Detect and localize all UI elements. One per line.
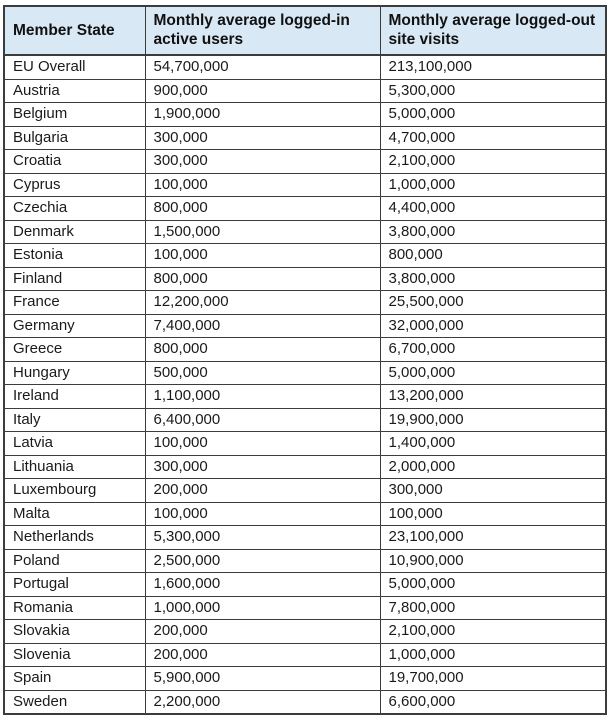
logged-in-users-cell: 800,000 [145,267,380,291]
logged-in-users-cell: 300,000 [145,455,380,479]
logged-in-users-cell: 300,000 [145,126,380,150]
logged-out-visits-cell: 300,000 [380,479,606,503]
table-row [4,502,606,526]
logged-in-users-cell: 5,300,000 [145,526,380,550]
logged-out-visits-cell: 13,200,000 [380,385,606,409]
logged-out-visits-cell: 7,800,000 [380,596,606,620]
table-row [4,150,606,174]
table-row [4,385,606,409]
logged-out-visits-cell: 4,700,000 [380,126,606,150]
table-row [4,267,606,291]
table-body [4,55,606,714]
logged-out-visits-cell: 10,900,000 [380,549,606,573]
table-row [4,197,606,221]
member-state-cell: Denmark [4,220,145,244]
table-row [4,455,606,479]
table-row [4,55,606,79]
logged-in-users-cell: 900,000 [145,79,380,103]
member-state-cell: EU Overall [4,55,145,79]
logged-out-visits-cell: 2,100,000 [380,150,606,174]
logged-out-visits-cell: 5,300,000 [380,79,606,103]
table-row [4,620,606,644]
table-row [4,526,606,550]
logged-in-users-cell: 100,000 [145,432,380,456]
table-row [4,338,606,362]
logged-in-users-cell: 200,000 [145,643,380,667]
member-state-cell: Slovakia [4,620,145,644]
member-state-cell: Austria [4,79,145,103]
logged-in-users-cell: 200,000 [145,620,380,644]
header-logged-out-visits-label: Monthly average logged-out site visits [388,12,596,48]
logged-out-visits-cell: 19,700,000 [380,667,606,691]
table-row [4,690,606,714]
table-row [4,244,606,268]
logged-out-visits-cell: 3,800,000 [380,220,606,244]
logged-out-visits-cell: 19,900,000 [380,408,606,432]
header-logged-out-visits [380,6,606,55]
logged-in-users-cell: 1,500,000 [145,220,380,244]
member-state-cell: Ireland [4,385,145,409]
member-state-cell: Netherlands [4,526,145,550]
member-state-cell: Germany [4,314,145,338]
logged-out-visits-cell: 3,800,000 [380,267,606,291]
header-member-state [4,6,145,55]
table-row [4,314,606,338]
logged-out-visits-cell: 100,000 [380,502,606,526]
table-row [4,79,606,103]
table-row [4,596,606,620]
logged-in-users-cell: 12,200,000 [145,291,380,315]
table-row [4,173,606,197]
logged-in-users-cell: 100,000 [145,244,380,268]
logged-out-visits-cell: 1,400,000 [380,432,606,456]
member-state-cell: Hungary [4,361,145,385]
logged-in-users-cell: 54,700,000 [145,55,380,79]
logged-out-visits-cell: 1,000,000 [380,643,606,667]
logged-in-users-cell: 100,000 [145,502,380,526]
table-row [4,432,606,456]
member-state-cell: Belgium [4,103,145,127]
logged-in-users-cell: 200,000 [145,479,380,503]
logged-in-users-cell: 100,000 [145,173,380,197]
member-state-cell: Slovenia [4,643,145,667]
logged-in-users-cell: 5,900,000 [145,667,380,691]
header-row [4,6,606,55]
member-state-cell: Romania [4,596,145,620]
member-state-cell: Estonia [4,244,145,268]
logged-out-visits-cell: 5,000,000 [380,103,606,127]
logged-in-users-cell: 2,200,000 [145,690,380,714]
logged-in-users-cell: 500,000 [145,361,380,385]
logged-out-visits-cell: 6,700,000 [380,338,606,362]
header-member-state-label: Member State [13,21,115,39]
member-state-cell: Latvia [4,432,145,456]
member-state-cell: Portugal [4,573,145,597]
table-row [4,667,606,691]
logged-in-users-cell: 800,000 [145,197,380,221]
logged-in-users-cell: 2,500,000 [145,549,380,573]
table-row [4,361,606,385]
member-state-cell: Sweden [4,690,145,714]
logged-in-users-cell: 1,600,000 [145,573,380,597]
table-row [4,549,606,573]
table-row [4,408,606,432]
logged-out-visits-cell: 4,400,000 [380,197,606,221]
member-state-cell: Finland [4,267,145,291]
table-row [4,643,606,667]
member-state-usage-table [3,5,607,715]
logged-in-users-cell: 800,000 [145,338,380,362]
logged-out-visits-cell: 800,000 [380,244,606,268]
member-state-cell: Bulgaria [4,126,145,150]
table-row [4,126,606,150]
logged-out-visits-cell: 5,000,000 [380,573,606,597]
logged-out-visits-cell: 6,600,000 [380,690,606,714]
table-header [4,6,606,55]
table-row [4,573,606,597]
logged-in-users-cell: 6,400,000 [145,408,380,432]
member-state-cell: Malta [4,502,145,526]
table-row [4,291,606,315]
logged-in-users-cell: 1,100,000 [145,385,380,409]
member-state-cell: Czechia [4,197,145,221]
member-state-cell: Greece [4,338,145,362]
logged-out-visits-cell: 23,100,000 [380,526,606,550]
table-row [4,103,606,127]
logged-out-visits-cell: 5,000,000 [380,361,606,385]
member-state-cell: Cyprus [4,173,145,197]
header-logged-in-users-label: Monthly average logged-in active users [153,12,350,48]
member-state-cell: Poland [4,549,145,573]
logged-in-users-cell: 7,400,000 [145,314,380,338]
logged-out-visits-cell: 1,000,000 [380,173,606,197]
table-row [4,479,606,503]
table-row [4,220,606,244]
member-state-cell: Spain [4,667,145,691]
member-state-cell: France [4,291,145,315]
logged-out-visits-cell: 25,500,000 [380,291,606,315]
logged-out-visits-cell: 213,100,000 [380,55,606,79]
logged-in-users-cell: 1,900,000 [145,103,380,127]
logged-out-visits-cell: 2,100,000 [380,620,606,644]
logged-in-users-cell: 300,000 [145,150,380,174]
member-state-cell: Luxembourg [4,479,145,503]
member-state-cell: Croatia [4,150,145,174]
member-state-cell: Lithuania [4,455,145,479]
member-state-cell: Italy [4,408,145,432]
logged-in-users-cell: 1,000,000 [145,596,380,620]
header-logged-in-users [145,6,380,55]
logged-out-visits-cell: 32,000,000 [380,314,606,338]
logged-out-visits-cell: 2,000,000 [380,455,606,479]
